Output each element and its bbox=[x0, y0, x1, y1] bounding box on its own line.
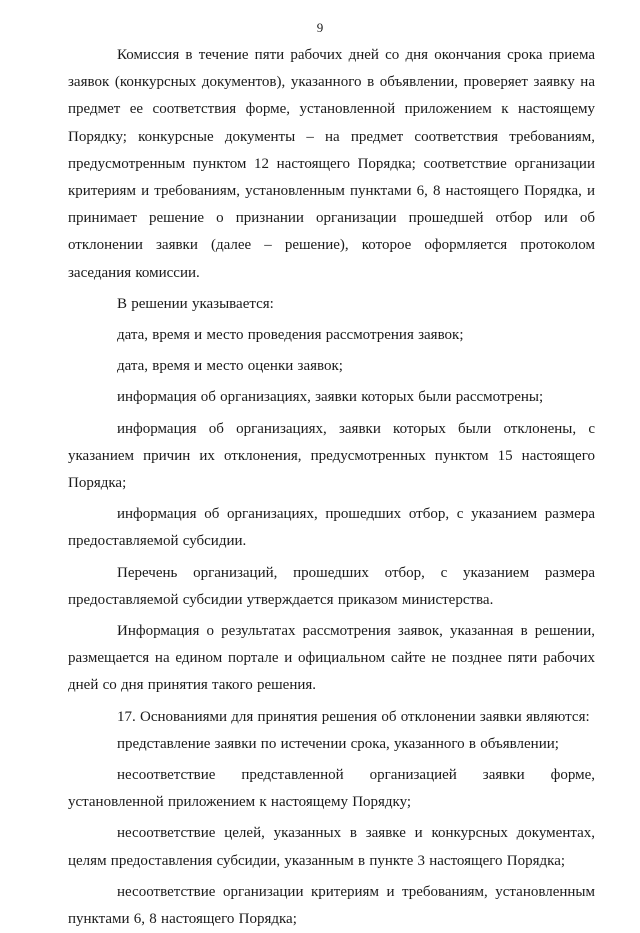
page-number: 9 bbox=[316, 20, 324, 35]
paragraph-form-mismatch: несоответствие представленной организацией заявки форме, установленной приложением к настоящему Порядку; bbox=[68, 767, 595, 811]
paragraph-goals-mismatch: несоответствие целей, указанных в заявке и конкурсных документах, целям предоставления субсидии, указанным в пункте 3 настоящего Порядка; bbox=[68, 825, 595, 869]
paragraph-decision-contents: В решении указывается: bbox=[117, 295, 274, 312]
paragraph-reviewed-organizations: информация об организациях, заявки которых были рассмотрены; bbox=[117, 389, 544, 406]
paragraph-evaluation-date: дата, время и место оценки заявок; bbox=[117, 358, 343, 375]
paragraph-criteria-mismatch: несоответствие организации критериям и требованиям, установленным пунктами 6, 8 настоящего Порядка; bbox=[68, 883, 595, 928]
paragraph-commission-review: Комиссия в течение пяти рабочих дней со дня окончания срока приема заявок (конкурсных документов), указанного в объявлении, проверяет заявку на предмет ее соответствия форме, установленной приложением к настоящему Порядку; конкурсные документы – на предмет соответствия требованиям, предусмотренным пунктом 12 настоящего Порядка; соответствие организации критериям и требованиям, установленным пунктами 6, 8 настоящего Порядка, и принимает решение о признании организации прошедшей отбор или об отклонении заявки (далее – решение), которое оформляется протоколом заседания комиссии. bbox=[68, 47, 595, 281]
paragraph-selected-organizations: информация об организациях, прошедших отбор, с указанием размера предоставляемой субсидии. bbox=[68, 506, 595, 550]
paragraph-late-submission: представление заявки по истечении срока, указанного в объявлении; bbox=[117, 735, 559, 752]
paragraph-rejected-organizations: информация об организациях, заявки которых были отклонены, с указанием причин их отклонения, предусмотренных пунктом 15 настоящего Порядка; bbox=[68, 420, 595, 492]
paragraph-section-17: 17. Основаниями для принятия решения об отклонении заявки являются: bbox=[117, 708, 590, 725]
paragraph-list-approval: Перечень организаций, прошедших отбор, с указанием размера предоставляемой субсидии утверждается приказом министерства. bbox=[68, 564, 595, 608]
document-body bbox=[68, 42, 595, 933]
paragraph-review-date: дата, время и место проведения рассмотрения заявок; bbox=[117, 327, 464, 344]
paragraph-results-publication: Информация о результатах рассмотрения заявок, указанная в решении, размещается на едином портале и официальном сайте не позднее пяти рабочих дней со дня принятия такого решения. bbox=[68, 623, 595, 694]
